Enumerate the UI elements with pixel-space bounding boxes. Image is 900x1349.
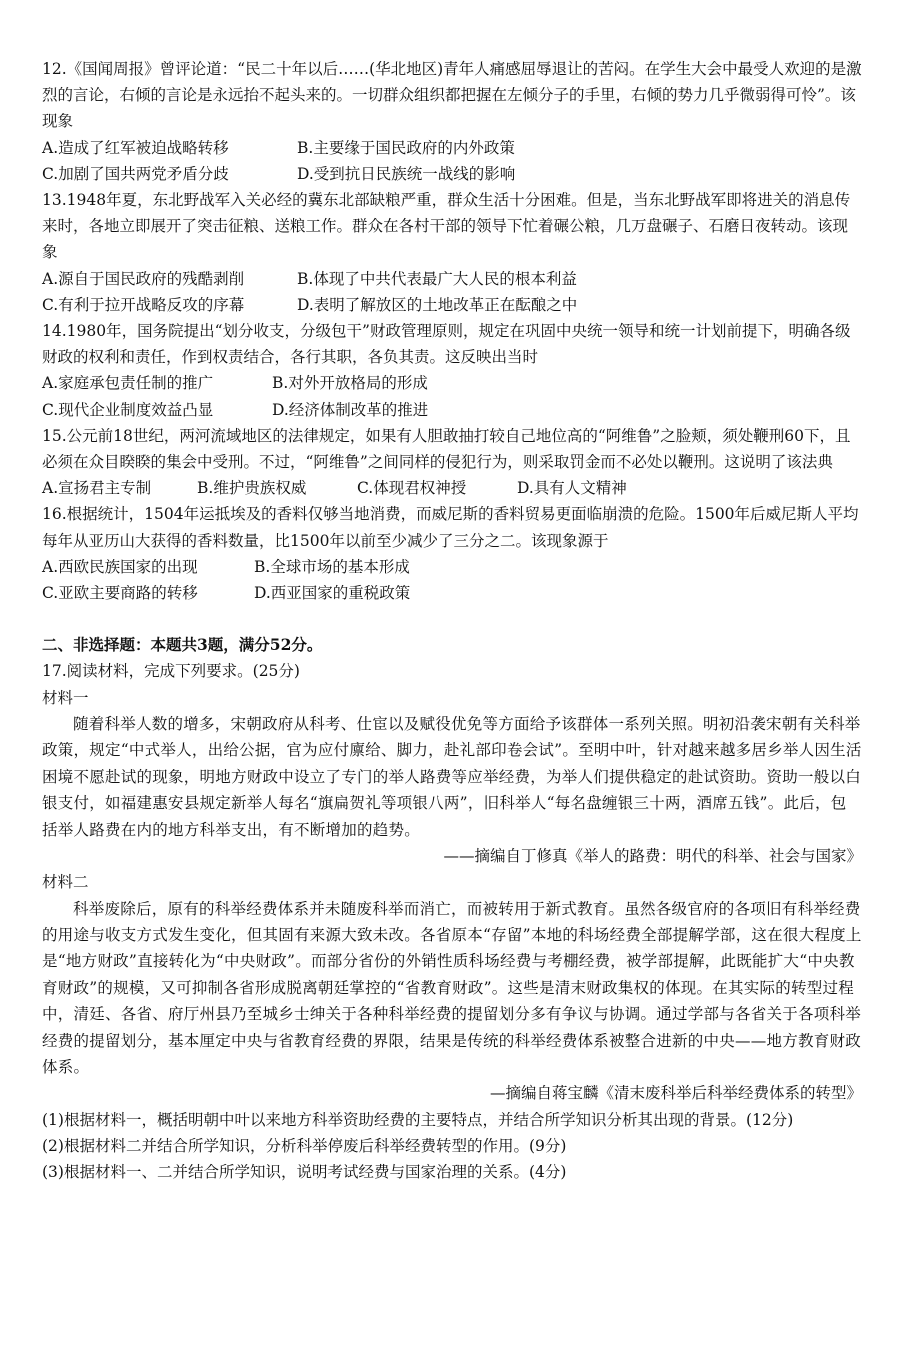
question-stem: 12.《国闻周报》曾评论道：“民二十年以后……(华北地区)青年人痛感屈辱退让的苦闷。在学生大会中最受人欢迎的是激烈的言论，右倾的言论是永远抬不起头来的。一切群众组织都把握在左倾分子的手里，右倾的势力几乎微弱得可怜”。该现象 (42, 60, 862, 131)
option-a[interactable]: A.造成了红军被迫战略转移 (42, 138, 229, 157)
sub-question-1: (1)根据材料一，概括明朝中叶以来地方科举资助经费的主要特点，并结合所学知识分析其出现的背景。(12分) (42, 1110, 794, 1129)
option-b[interactable]: B.体现了中共代表最广大人民的根本利益 (297, 269, 577, 288)
option-c[interactable]: C.有利于拉开战略反攻的序幕 (42, 295, 245, 314)
material-1-text: 随着科举人数的增多，宋朝政府从科考、仕宦以及赋役优免等方面给予该群体一系列关照。明初沿袭宋朝有关科举政策，规定“中式举人，出给公据，官为应付廪给、脚力，赴礼部印卷会试”。至明中叶，针对越来越多居乡举人因生活困境不愿赴试的现象，明地方财政中设立了专门的举人路费等应举经费，为举人们提供稳定的赴试资助。资助一般以白银支付，如福建惠安县规定新举人每名“旗扁贺礼等项银八两”，旧科举人“每名盘缠银三十两，酒席五钱”。此后，包括举人路费在内的地方科举支出，有不断增加的趋势。 (42, 714, 862, 839)
options-row (42, 475, 862, 501)
question-12 (42, 56, 862, 187)
option-a[interactable]: A.西欧民族国家的出现 (42, 557, 198, 576)
material-1-source: ——摘编自丁修真《举人的路费：明代的科举、社会与国家》 (443, 846, 862, 865)
material-2-text: 科举废除后，原有的科举经费体系并未随废科举而消亡，而被转用于新式教育。虽然各级官府的各项旧有科举经费的用途与收支方式发生变化，但其固有来源大致未改。各省原本“存留”本地的科场经费全部提解学部，这在很大程度上是“地方财政”直接转化为“中央财政”。而部分省份的外销性质科场经费与考棚经费，被学部提解，此既能扩大“中央教育财政”的规模，又可抑制各省形成脱离朝廷掌控的“省教育财政”。这些是清末财政集权的体现。在其实际的转型过程中，清廷、各省、府厅州县乃至城乡士绅关于各种科举经费的提留划分多有争议与协调。通过学部与各省关于各项科举经费的提留划分，基本厘定中央与省教育经费的界限，结果是传统的科举经费体系被整合进新的中央——地方教育财政体系。 (42, 899, 862, 1076)
options-row (42, 292, 862, 318)
options-row (42, 266, 862, 292)
question-stem: 16.根据统计，1504年运抵埃及的香料仅够当地消费，而威尼斯的香料贸易更面临崩溃的危险。1500年后威尼斯人平均每年从亚历山大获得的香料数量，比1500年以前至少减少了三分之二。该现象源于 (42, 505, 859, 550)
options-row (42, 135, 862, 161)
option-c[interactable]: C.亚欧主要商路的转移 (42, 584, 198, 603)
options-row (42, 161, 862, 187)
question-15 (42, 423, 862, 502)
exam-page (42, 56, 862, 1185)
sub-question-2: (2)根据材料二并结合所学知识，分析科举停废后科举经费转型的作用。(9分) (42, 1136, 567, 1155)
option-b[interactable]: B.主要缘于国民政府的内外政策 (297, 138, 515, 157)
question-14 (42, 318, 862, 423)
option-b[interactable]: B.对外开放格局的形成 (272, 374, 428, 393)
option-d[interactable]: D.受到抗日民族统一战线的影响 (297, 164, 516, 183)
option-d[interactable]: D.表明了解放区的土地改革正在酝酿之中 (297, 295, 578, 314)
options-row (42, 580, 862, 606)
options-row (42, 397, 862, 423)
question-stem: 15.公元前18世纪，两河流域地区的法律规定，如果有人胆敢抽打较自己地位高的“阿维鲁”之脸颊，须处鞭刑60下，且必须在众目睽睽的集会中受刑。不过，“阿维鲁”之间同样的侵犯行为，则采取罚金而不必处以鞭刑。这说明了该法典 (42, 426, 851, 472)
question-stem: 14.1980年，国务院提出“划分收支，分级包干”财政管理原则，规定在巩固中央统一领导和统一计划前提下，明确各级财政的权利和责任，作到权责结合，各行其职，各负其责。这反映出当时 (42, 322, 851, 367)
option-c[interactable]: C.加剧了国共两党矛盾分歧 (42, 164, 229, 183)
option-a[interactable]: A.宣扬君主专制 (42, 479, 152, 498)
question-17-intro: 17.阅读材料，完成下列要求。(25分) (42, 662, 300, 681)
section-title: 二、非选择题：本题共3题，满分52分。 (42, 635, 323, 655)
options-row (42, 370, 862, 396)
question-16 (42, 501, 862, 606)
option-b[interactable]: B.全球市场的基本形成 (254, 557, 410, 576)
material-2-label: 材料二 (42, 873, 89, 892)
sub-question-3: (3)根据材料一、二并结合所学知识，说明考试经费与国家治理的关系。(4分) (42, 1163, 567, 1182)
option-c[interactable]: C.体现君权神授 (357, 479, 467, 498)
option-c[interactable]: C.现代企业制度效益凸显 (42, 400, 214, 419)
option-d[interactable]: D.西亚国家的重税政策 (254, 584, 411, 603)
material-2-source: —摘编自蒋宝麟《清末废科举后科举经费体系的转型》 (489, 1084, 862, 1103)
material-1-label: 材料一 (42, 688, 89, 707)
option-d[interactable]: D.经济体制改革的推进 (272, 400, 429, 419)
option-d[interactable]: D.具有人文精神 (517, 479, 627, 498)
question-13 (42, 187, 862, 318)
option-b[interactable]: B.维护贵族权威 (197, 479, 307, 498)
option-a[interactable]: A.家庭承包责任制的推广 (42, 374, 214, 393)
question-stem: 13.1948年夏，东北野战军入关必经的冀东北部缺粮严重，群众生活十分困难。但是，当东北野战军即将进关的消息传来时，各地立即展开了突击征粮、送粮工作。群众在各村干部的领导下忙着碾公粮，几万盘碾子、石磨日夜转动。该现象 (42, 191, 851, 262)
option-a[interactable]: A.源自于国民政府的残酷剥削 (42, 269, 245, 288)
options-row (42, 554, 862, 580)
